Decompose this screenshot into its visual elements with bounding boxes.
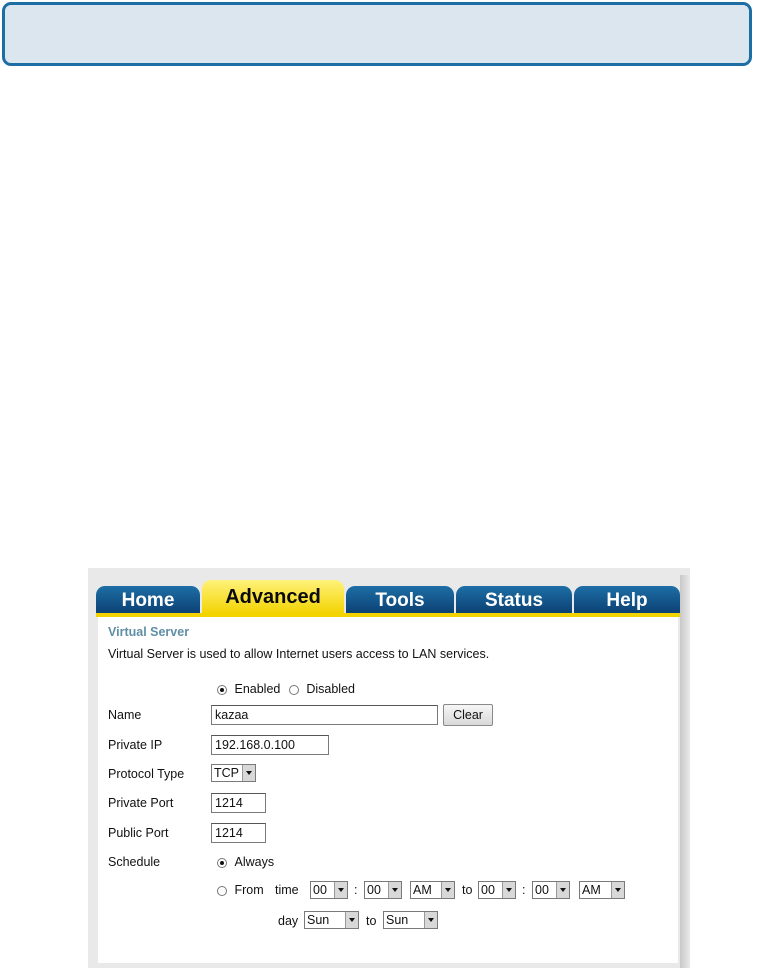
tab-status[interactable]: Status: [456, 586, 572, 614]
tab-help[interactable]: Help: [574, 586, 680, 614]
tab-tools[interactable]: Tools: [346, 586, 454, 614]
end-day-select[interactable]: [383, 911, 438, 929]
start-minute-value: 00: [367, 883, 381, 897]
from-option: [217, 883, 264, 897]
start-minute-select[interactable]: [364, 881, 402, 899]
chevron-down-icon: [502, 882, 515, 898]
tab-advanced[interactable]: Advanced: [202, 580, 344, 614]
chevron-down-icon: [242, 765, 255, 781]
clear-button[interactable]: Clear: [443, 704, 493, 726]
start-ampm-value: AM: [413, 883, 432, 897]
private-ip-input[interactable]: 192.168.0.100: [211, 735, 329, 755]
chevron-down-icon: [441, 882, 454, 898]
end-minute-value: 00: [535, 883, 549, 897]
private-ip-label: Private IP: [108, 738, 163, 752]
chevron-down-icon: [611, 882, 624, 898]
end-hour-value: 00: [481, 883, 495, 897]
private-port-input[interactable]: 1214: [211, 793, 266, 813]
end-ampm-value: AM: [582, 883, 601, 897]
time-colon-2: :: [522, 883, 526, 897]
panel-shadow: [680, 575, 690, 968]
private-port-label: Private Port: [108, 796, 174, 810]
end-day-value: Sun: [386, 913, 409, 927]
always-option: [217, 855, 274, 869]
end-minute-select[interactable]: [532, 881, 570, 899]
day-label: day: [278, 914, 299, 928]
chevron-down-icon: [345, 912, 358, 928]
start-hour-select[interactable]: [310, 881, 348, 899]
enabled-radio[interactable]: [217, 685, 227, 695]
time-label: time: [275, 883, 299, 897]
end-ampm-select[interactable]: [579, 881, 625, 899]
chevron-down-icon: [424, 912, 437, 928]
always-radio[interactable]: [217, 858, 227, 868]
protocol-type-label: Protocol Type: [108, 767, 185, 781]
public-port-input[interactable]: 1214: [211, 823, 266, 843]
start-hour-value: 00: [313, 883, 327, 897]
chevron-down-icon: [556, 882, 569, 898]
protocol-select[interactable]: [211, 764, 256, 782]
end-hour-select[interactable]: [478, 881, 516, 899]
time-colon: :: [354, 883, 358, 897]
disabled-radio[interactable]: [289, 685, 299, 695]
start-ampm-select[interactable]: [410, 881, 455, 899]
virtual-server-content: [98, 617, 678, 963]
always-label: Always: [234, 855, 275, 869]
start-day-value: Sun: [307, 913, 330, 927]
start-day-select[interactable]: [304, 911, 359, 929]
nav-tabs: [96, 580, 680, 614]
from-radio[interactable]: [217, 886, 227, 896]
enabled-label: Enabled: [234, 682, 281, 696]
top-banner: [2, 2, 752, 66]
disabled-label: Disabled: [306, 682, 355, 696]
tab-home[interactable]: Home: [96, 586, 200, 614]
from-label: From: [234, 883, 264, 897]
chevron-down-icon: [334, 882, 347, 898]
section-description: Virtual Server is used to allow Internet users access to LAN services.: [108, 647, 490, 661]
day-to-label: to: [366, 914, 377, 928]
chevron-down-icon: [388, 882, 401, 898]
public-port-label: Public Port: [108, 826, 169, 840]
name-input[interactable]: kazaa: [211, 705, 438, 725]
section-title: Virtual Server: [108, 625, 190, 639]
name-label: Name: [108, 708, 142, 722]
protocol-value: TCP: [214, 766, 239, 780]
time-to-label: to: [462, 883, 473, 897]
status-radio-group: [217, 682, 355, 696]
schedule-label: Schedule: [108, 855, 161, 869]
